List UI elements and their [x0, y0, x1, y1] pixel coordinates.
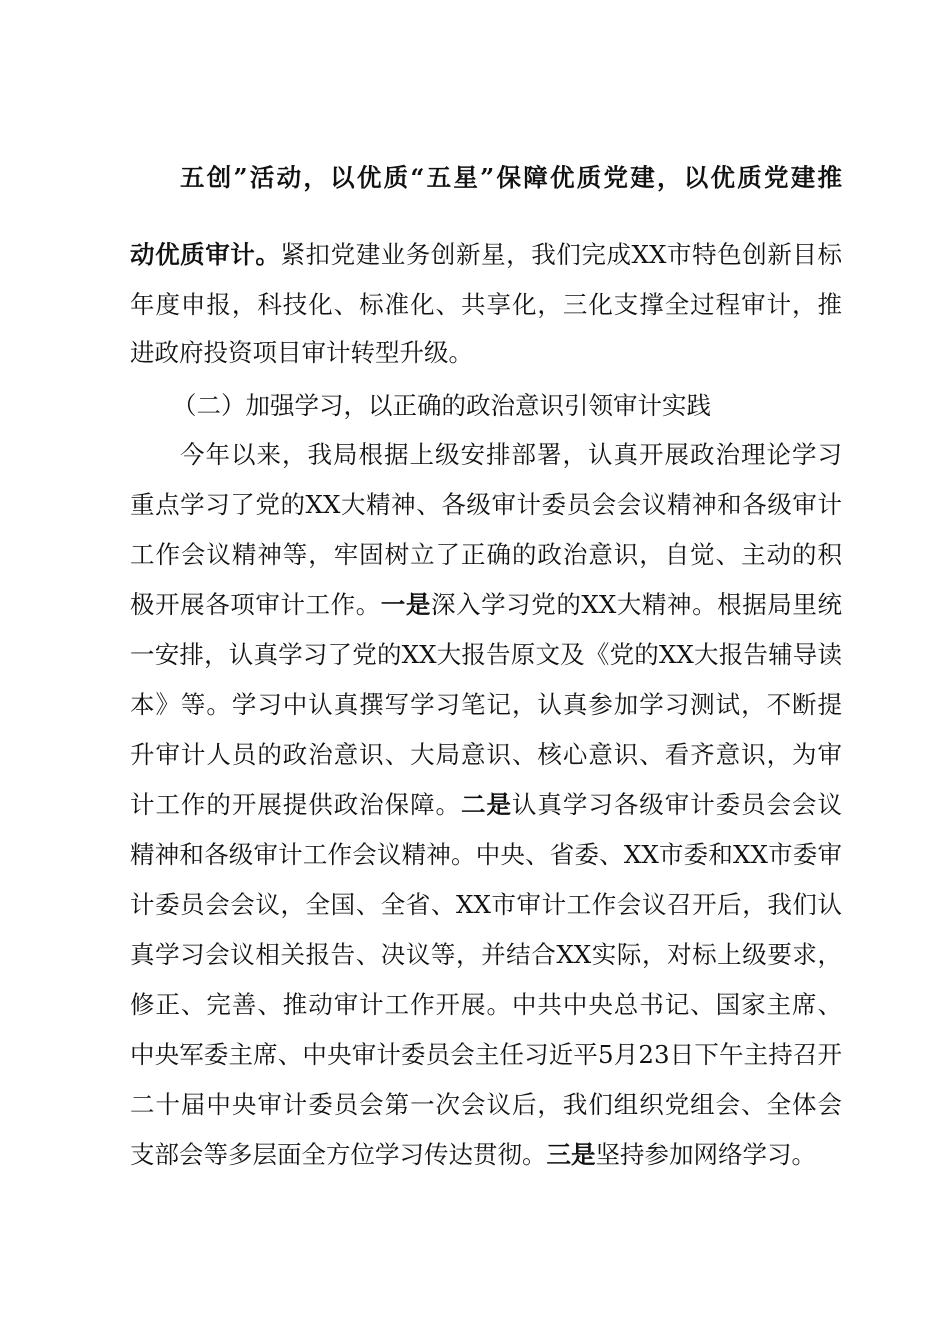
- paragraph-line-3: [130, 280, 842, 330]
- body-text: 深入学习党的XX大精神。根据局里统: [430, 590, 842, 619]
- body-text: 一安排，认真学习了党的XX大报告原文及《党的XX大报告辅导读: [130, 640, 842, 669]
- body-text: 精神和各级审计工作会议精神。中央、省委、XX市委和XX市委审: [130, 840, 842, 869]
- body-text: 本》等。学习中认真撰写学习笔记，认真参加学习测试，不断提: [130, 690, 842, 719]
- heading-text: （二）加强学习，以正确的政治意识引领审计实践: [172, 391, 711, 420]
- body-text: 今年以来，我局根据上级安排部署，认真开展政治理论学习: [180, 440, 842, 469]
- body-text: 中央军委主席、中央审计委员会主任习近平5月23日下午主持召开: [130, 1040, 842, 1069]
- body-text: 工作会议精神等，牢固树立了正确的政治意识，自觉、主动的积: [130, 540, 842, 569]
- body-text: 二十届中央审计委员会第一次会议后，我们组织党组会、全体会: [130, 1090, 842, 1119]
- paragraph-line-11: [130, 680, 842, 730]
- paragraph-line-2: [130, 230, 842, 280]
- body-text: 真学习会议相关报告、决议等，并结合XX实际，对标上级要求，: [130, 940, 842, 969]
- paragraph-line-12: [130, 730, 842, 780]
- bold-text: 动优质审计。: [130, 240, 281, 269]
- paragraph-line-8: [130, 530, 842, 580]
- body-text: 紧扣党建业务创新星，我们完成XX市特色创新目标: [280, 240, 842, 269]
- body-text: 坚持参加网络学习。: [595, 1140, 816, 1169]
- body-text: 计工作的开展提供政治保障。: [130, 790, 462, 819]
- paragraph-line-15: [130, 880, 842, 930]
- body-text: 认真学习各级审计委员会会议: [511, 790, 843, 819]
- paragraph-line-16: [130, 930, 842, 980]
- paragraph-line-19: [130, 1080, 842, 1130]
- paragraph-line-4: [130, 328, 842, 378]
- paragraph-line-10: [130, 630, 842, 680]
- paragraph-line-17: [130, 980, 842, 1030]
- bold-text: 二是: [461, 790, 512, 819]
- body-text: 计委员会会议，全国、全省、XX市审计工作会议召开后，我们认: [130, 890, 842, 919]
- paragraph-line-13: [130, 780, 842, 830]
- paragraph-line-1: [180, 153, 842, 203]
- bold-text: 三是: [546, 1140, 596, 1169]
- body-text: 升审计人员的政治意识、大局意识、核心意识、看齐意识，为审: [130, 740, 842, 769]
- body-text: 极开展各项审计工作。: [130, 590, 381, 619]
- paragraph-line-7: [130, 480, 842, 530]
- paragraph-line-20: [130, 1130, 842, 1180]
- paragraph-line-18: [130, 1030, 842, 1080]
- paragraph-line-9: [130, 580, 842, 630]
- section-heading: [172, 381, 842, 431]
- bold-text: 一是: [380, 590, 431, 619]
- body-text: 重点学习了党的XX大精神、各级审计委员会会议精神和各级审计: [130, 490, 842, 519]
- body-text: 修正、完善、推动审计工作开展。中共中央总书记、国家主席、: [130, 990, 842, 1019]
- paragraph-line-6: [180, 430, 842, 480]
- bold-text: 五创”活动，以优质“五星”保障优质党建，以优质党建推: [180, 163, 842, 192]
- body-text: 进政府投资项目审计转型升级。: [130, 338, 473, 367]
- body-text: 支部会等多层面全方位学习传达贯彻。: [130, 1140, 547, 1169]
- body-text: 年度申报，科技化、标准化、共享化，三化支撑全过程审计，推: [130, 290, 842, 319]
- paragraph-line-14: [130, 830, 842, 880]
